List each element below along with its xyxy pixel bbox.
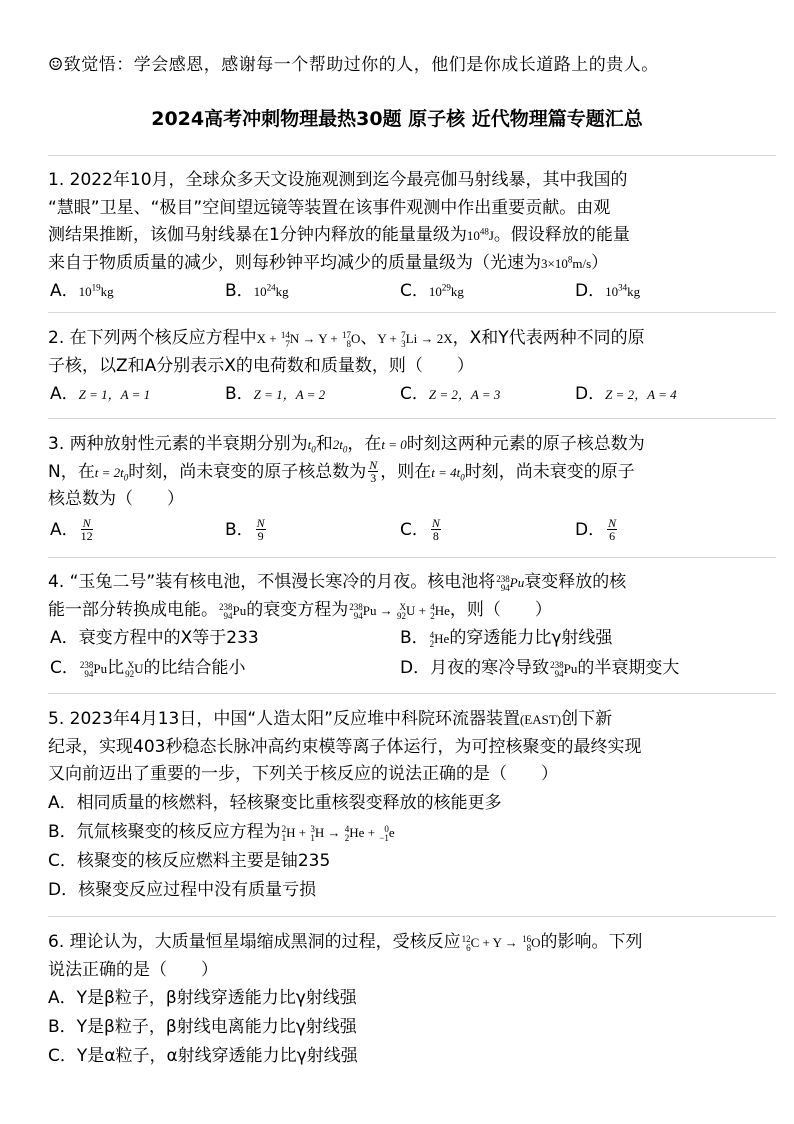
option-a[interactable]: A．Z = 1，A = 1 bbox=[50, 384, 151, 404]
question-4 bbox=[48, 569, 778, 682]
q6-text-line: 说法正确的是（ ） bbox=[48, 959, 218, 980]
q2-options bbox=[48, 380, 778, 408]
q1-options bbox=[48, 277, 778, 305]
q6-text-line: 6. 理论认为，大质量恒星塌缩成黑洞的过程，受核反应 12 6 C + Y → 16 8 O的影响。下列 bbox=[48, 932, 643, 954]
q2-text-line: 2. 在下列两个核反应方程中X + 14 7 N → Y + 17 8 O、Y + 7 3 Li → 2X，X和Y代表两种不同的原 bbox=[48, 328, 645, 350]
question-1 bbox=[48, 167, 778, 305]
q5-fusion-equation: 2 1 H + 3 1 H → 4 2 He + 0 −1 e bbox=[281, 823, 395, 843]
option-b[interactable]: B．氘氚核聚变的核反应方程为 2 1 H + 3 1 H → 4 2 He + 0 −1 e bbox=[48, 821, 395, 843]
option-b[interactable]: B．Z = 1，A = 2 bbox=[225, 384, 326, 404]
q3-options bbox=[48, 514, 778, 546]
question-5 bbox=[48, 706, 778, 905]
option-c[interactable]: C． 238 94 Pu比 X 92 U的比结合能小 bbox=[50, 658, 246, 680]
divider bbox=[48, 916, 776, 917]
divider bbox=[48, 418, 776, 419]
option-c[interactable]: C．核聚变的核反应燃料主要是铀235 bbox=[48, 850, 331, 871]
q1-speed-value: $3\times 10^8m/s$ bbox=[541, 254, 592, 271]
q5-text-line: 5. 2023年4月13日，中国“人造太阳”反应堆中科院环流器装置(EAST)创下新 bbox=[48, 709, 613, 729]
option-b[interactable]: B．$10^{24}kg$ bbox=[225, 281, 289, 301]
option-b[interactable]: B． 4 2 He的穿透能力比γ射线强 bbox=[400, 628, 613, 650]
option-d[interactable]: D．核聚变反应过程中没有质量亏损 bbox=[48, 879, 317, 900]
question-6 bbox=[48, 929, 778, 1071]
divider bbox=[48, 557, 776, 558]
option-c[interactable]: C． $\frac{N}{8}$ bbox=[400, 516, 440, 543]
q3-text-line: 3. 两种放射性元素的半衰期分别为$t_0$和$2t_0$，在t = 0时刻这两种元素的原子核总数为 bbox=[48, 434, 645, 455]
motto-line: ☺致觉悟：学会感恩，感谢每一个帮助过你的人，他们是你成长道路上的贵人。 bbox=[48, 55, 659, 75]
option-a[interactable]: A．$10^{19}kg$ bbox=[50, 281, 114, 301]
q3-text-line: N，在$t = 2t_0$时刻，尚未衰变的原子核总数为 $\frac{N}{3}$ ，则在$t = 4t_0$时刻，尚未衰变的原子 bbox=[48, 458, 635, 485]
option-d[interactable]: D．$10^{34}kg$ bbox=[575, 281, 641, 301]
q4-decay-equation: 238 94 Pu → X 92 U + 4 2 He bbox=[349, 601, 450, 621]
q4-options-row bbox=[48, 654, 778, 682]
q4-text-line: 能一部分转换成电能。 238 94 Pu的衰变方程为 238 94 Pu → X 92 U + 4 2 He，则（ ） bbox=[48, 599, 552, 621]
q4-text-line: 4. “玉兔二号”装有核电池，不惧漫长寒冷的月夜。核电池将 238 94 Pu衰变释放的核 bbox=[48, 572, 627, 594]
option-d[interactable]: D．Z = 2，A = 4 bbox=[575, 384, 677, 404]
q1-text-line: “慧眼”卫星、“极目”空间望远镜等装置在该事件观测中作出重要贡献。由观 bbox=[48, 197, 611, 218]
question-3 bbox=[48, 431, 778, 546]
option-d[interactable]: D．月夜的寒冷导致 238 94 Pu的半衰期变大 bbox=[400, 658, 680, 680]
q1-energy-value: $10^{48}J$ bbox=[466, 226, 494, 243]
option-b[interactable]: B． $\frac{N}{9}$ bbox=[225, 516, 265, 543]
divider bbox=[48, 693, 776, 694]
option-c[interactable]: C．$10^{29}kg$ bbox=[400, 281, 464, 301]
option-a[interactable]: A．Y是β粒子，β射线穿透能力比γ射线强 bbox=[48, 988, 357, 1008]
option-d[interactable]: D． $\frac{N}{6}$ bbox=[575, 516, 617, 543]
option-a[interactable]: A．衰变方程中的X等于233 bbox=[50, 628, 259, 648]
q5-text-line: 又向前迈出了重要的一步，下列关于核反应的说法正确的是（ ） bbox=[48, 764, 558, 784]
q3-text-line: 核总数为（ ） bbox=[48, 489, 184, 509]
question-2 bbox=[48, 325, 778, 408]
q2-text-line: 子核，以Z和A分别表示X的电荷数和质量数，则（ ） bbox=[48, 355, 474, 376]
q6-reaction: 12 6 C + Y → 16 8 O bbox=[461, 934, 541, 954]
q4-options-row bbox=[48, 624, 778, 652]
divider bbox=[48, 312, 776, 313]
q5-text-line: 纪录，实现403秒稳态长脉冲高约束模等离子体运行，为可控核聚变的最终实现 bbox=[48, 736, 642, 757]
q1-text-line: 测结果推断，该伽马射线暴在1分钟内释放的能量量级为$10^{48}J$。假设释放的能量 bbox=[48, 225, 630, 245]
q2-reaction-2: Y + 7 3 Li → 2X bbox=[377, 330, 453, 350]
q2-reaction-1: X + 14 7 N → Y + 17 8 O bbox=[256, 330, 361, 350]
option-c[interactable]: C．Y是α粒子，α射线穿透能力比γ射线强 bbox=[48, 1046, 358, 1066]
option-c[interactable]: C．Z = 2，A = 3 bbox=[400, 384, 501, 404]
divider bbox=[48, 155, 776, 156]
option-a[interactable]: A．相同质量的核燃料，轻核聚变比重核裂变释放的核能更多 bbox=[48, 792, 502, 813]
option-b[interactable]: B．Y是β粒子，β射线电离能力比γ射线强 bbox=[48, 1017, 357, 1037]
q1-text-line: 来自于物质质量的减少，则每秒钟平均减少的质量量级为（光速为$3\times 10^8m/s$） bbox=[48, 252, 609, 273]
option-a[interactable]: A． $\frac{N}{12}$ bbox=[50, 516, 93, 543]
q1-text-line: 1. 2022年10月，全球众多天文设施观测到迄今最亮伽马射线暴，其中我国的 bbox=[48, 170, 628, 190]
page-title: 2024高考冲刺物理最热30题 原子核 近代物理篇专题汇总 bbox=[151, 108, 643, 130]
